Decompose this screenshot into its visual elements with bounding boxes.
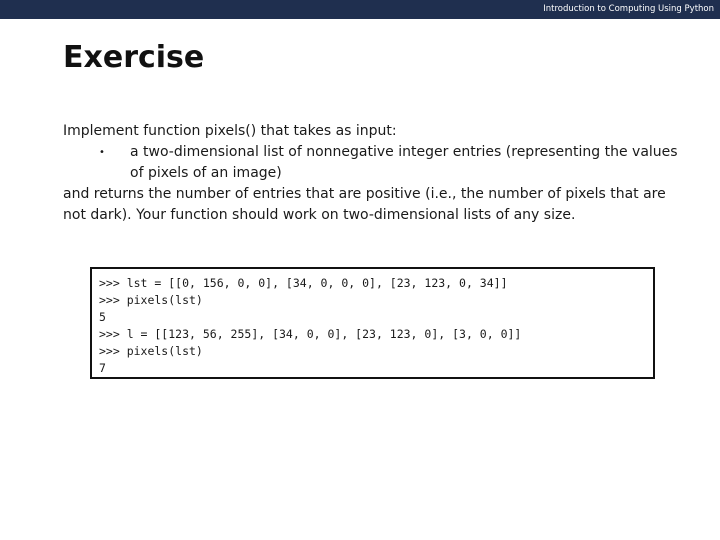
returns-text-line-2: not dark). Your function should work on two-dimensional lists of any size. <box>63 207 576 223</box>
code-line: >>> l = [[123, 56, 255], [34, 0, 0], [23, 123, 0], [3, 0, 0]] <box>99 327 522 341</box>
intro-text: Implement function pixels() that takes as input: <box>63 123 397 139</box>
header-bar <box>0 0 720 19</box>
bullet-icon: • <box>99 147 105 158</box>
code-line: 5 <box>99 310 106 324</box>
slide-title: Exercise <box>63 40 205 75</box>
bullet-item <box>63 142 703 184</box>
code-line: 7 <box>99 361 106 375</box>
course-title: Introduction to Computing Using Python <box>543 4 714 14</box>
returns-text-line-1: and returns the number of entries that are positive (i.e., the number of pixels that are <box>63 186 666 202</box>
code-line: >>> lst = [[0, 156, 0, 0], [34, 0, 0, 0], [23, 123, 0, 34]] <box>99 276 508 290</box>
code-example-box <box>90 267 655 379</box>
exercise-description <box>63 121 703 226</box>
code-line: >>> pixels(lst) <box>99 293 203 307</box>
code-line: >>> pixels(lst) <box>99 344 203 358</box>
bullet-text: a two-dimensional list of nonnegative integer entries (representing the values of pixels of an image) <box>130 144 678 181</box>
